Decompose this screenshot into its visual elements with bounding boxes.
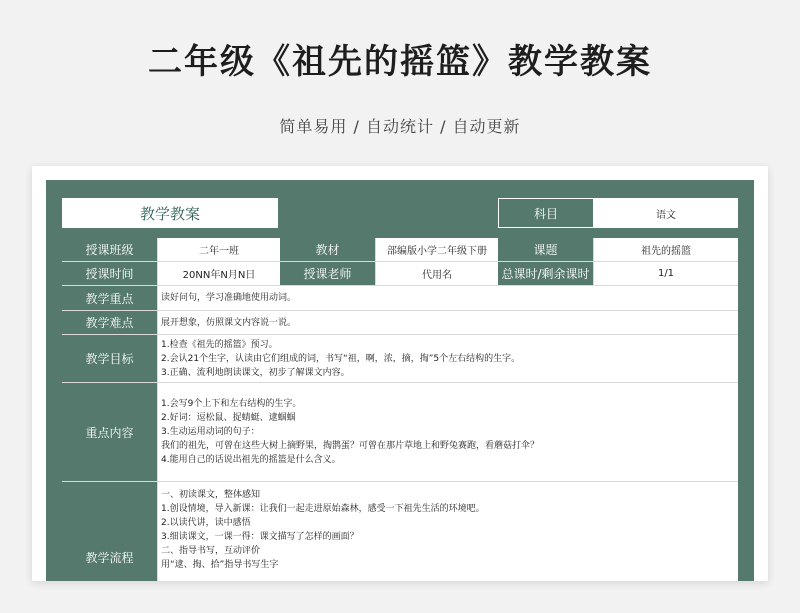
section-label: 重点内容 [62,383,158,481]
sheet-title: 教学教案 [62,198,278,228]
section-content [158,383,738,481]
subject-value: 语文 [594,198,738,228]
content-line: 一、初读课文，整体感知 [161,490,261,500]
teacher-value: 代用名 [376,262,498,285]
page-subtitle: 简单易用 / 自动统计 / 自动更新 [279,117,521,136]
time-value: 20NN年N月N日 [158,262,280,285]
hours-value: 1/1 [594,262,738,285]
teacher-label: 授课老师 [280,262,376,285]
section-row [62,335,738,383]
content-line: 读好问句，学习准确地使用动词。 [161,293,297,303]
time-label: 授课时间 [62,262,158,285]
content-line: 我们的祖先，可曾在这些大树上摘野果，掏鹊蛋？可曾在那片草地上和野兔赛跑，看蘑菇打伞？ [161,441,540,451]
section-row [62,383,738,482]
content-line: 展开想象，仿照课文内容说一说。 [161,317,297,328]
content-line: 1.检查《祖先的摇篮》预习。 [161,339,278,350]
topic-label: 课题 [498,238,594,261]
info-row [62,262,738,286]
content-line: 3.正确、流利地朗读课文，初步了解课文内容。 [161,367,350,378]
info-row [62,238,738,262]
topic-value: 祖先的摇篮 [594,238,738,261]
section-label: 教学流程 [62,482,158,581]
section-label: 教学目标 [62,335,158,382]
section-row [62,311,738,335]
textbook-label: 教材 [280,238,376,261]
section-row [62,482,738,581]
page-title: 二年级《祖先的摇篮》教学教案 [148,42,652,82]
section-content [158,311,738,334]
hours-label: 总课时/剩余课时 [498,262,594,285]
lesson-plan-table [62,238,738,581]
lesson-plan-sheet [46,180,754,581]
content-line: 3.细读课文，一课一得：课文描写了怎样的画面？ [161,532,359,542]
section-label: 教学难点 [62,311,158,334]
section-content [158,482,738,581]
content-line: 1.创设情境，导入新课：让我们一起走进原始森林，感受一下祖先生活的环境吧。 [161,504,485,514]
section-row [62,286,738,311]
document-preview-card [32,166,768,581]
content-line: 二、指导书写，互动评价 [161,546,261,556]
section-label: 教学重点 [62,286,158,310]
content-line: 3.生动运用动词的句子： [161,427,260,437]
content-line: 2.好词：逗松鼠、捉蜻蜓、逮蝈蝈 [161,413,296,423]
content-line: 2.会认21个生字，认读由它们组成的词，书写“祖，啊，浓，摘，掏”5个左右结构的生字。 [161,353,521,364]
section-content [158,286,738,310]
textbook-value: 部编版小学二年级下册 [376,238,498,261]
class-label: 授课班级 [62,238,158,261]
section-content [158,335,738,382]
content-line: 2.以读代讲，读中感悟 [161,518,251,528]
content-line: 用“逮、掏、拾”指导书写生字 [161,560,279,570]
content-line: 1.会写9个上下和左右结构的生字。 [161,399,302,409]
subject-label: 科目 [498,198,594,228]
content-line: 4.能用自己的话说出祖先的摇篮是什么含义。 [161,455,341,465]
class-value: 二年一班 [158,238,280,261]
